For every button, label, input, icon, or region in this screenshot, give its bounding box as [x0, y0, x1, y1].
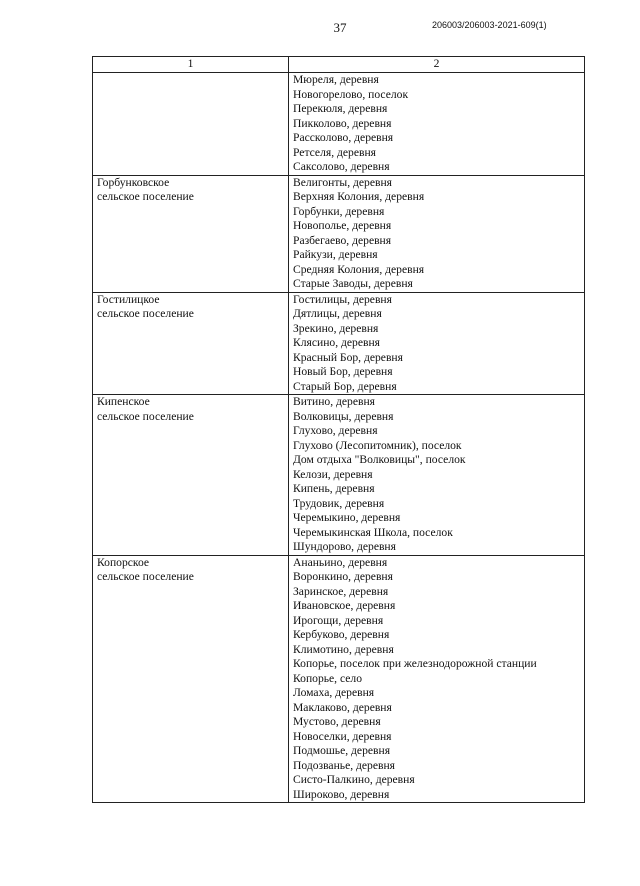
places-cell — [289, 395, 585, 556]
place-name: Красный Бор, деревня — [293, 350, 403, 364]
place-name: Ломаха, деревня — [293, 686, 375, 699]
place-name: Мюреля, деревня — [293, 73, 379, 86]
place-name: Старые Заводы, деревня — [293, 277, 413, 290]
place-name: Климотино, деревня — [293, 642, 394, 656]
table-row — [93, 73, 585, 176]
place-name: Трудовик, деревня — [293, 496, 385, 510]
place-name: Ретселя, деревня — [293, 145, 376, 159]
places-cell — [289, 175, 585, 292]
settlement-name-line: сельское поселение — [97, 570, 194, 583]
place-name: Зрекино, деревня — [293, 321, 379, 335]
place-name: Верхняя Колония, деревня — [293, 190, 425, 203]
settlement-cell — [93, 73, 289, 176]
place-name: Новоселки, деревня — [293, 729, 392, 743]
places-cell — [289, 292, 585, 395]
place-name: Копорье, поселок при железнодорожной станции — [293, 657, 537, 670]
settlement-name-line: Копорское — [97, 555, 150, 569]
place-name: Разбегаево, деревня — [293, 233, 392, 247]
place-name: Заринское, деревня — [293, 584, 389, 598]
settlement-cell — [93, 395, 289, 556]
table-row — [93, 175, 585, 292]
place-name: Пикколово, деревня — [293, 116, 392, 130]
place-name: Горбунки, деревня — [293, 204, 385, 218]
place-name: Маклаково, деревня — [293, 700, 392, 714]
place-name: Глухово (Лесопитомник), поселок — [293, 438, 462, 452]
places-cell — [289, 73, 585, 176]
settlement-name-line: Гостилицкое — [97, 292, 160, 306]
place-name: Мустово, деревня — [293, 715, 381, 728]
place-name: Средняя Колония, деревня — [293, 262, 425, 276]
place-name: Ирогощи, деревня — [293, 613, 384, 627]
place-name: Подозванье, деревня — [293, 758, 396, 772]
place-name: Старый Бор, деревня — [293, 379, 397, 393]
place-name: Глухово, деревня — [293, 424, 378, 437]
settlement-cell — [93, 555, 289, 803]
places-cell — [289, 555, 585, 803]
settlements-table — [92, 56, 585, 803]
document-id: 206003/206003-2021-609(1) — [432, 20, 547, 30]
place-name: Дятлицы, деревня — [293, 307, 382, 320]
settlement-name-line: сельское поселение — [97, 190, 194, 203]
column-header-2: 2 — [289, 57, 585, 73]
place-name: Новополье, деревня — [293, 219, 392, 232]
place-name: Новогорелово, поселок — [293, 87, 409, 101]
table-row — [93, 395, 585, 556]
place-name: Дом отдыха "Волковицы", поселок — [293, 453, 466, 466]
place-name: Саксолово, деревня — [293, 160, 390, 173]
place-name: Новый Бор, деревня — [293, 365, 393, 378]
settlement-cell — [93, 175, 289, 292]
place-name: Кербуково, деревня — [293, 628, 390, 641]
settlement-name-line: Кипенское — [97, 395, 150, 408]
page-number: 37 — [333, 20, 347, 35]
place-name: Шундорово, деревня — [293, 540, 396, 553]
place-name: Гостилицы, деревня — [293, 292, 392, 306]
place-name: Клясино, деревня — [293, 336, 380, 349]
table-body — [93, 73, 585, 803]
place-name: Подмошье, деревня — [293, 744, 391, 757]
place-name: Рассколово, деревня — [293, 131, 394, 144]
settlement-name-line: сельское поселение — [97, 307, 194, 320]
place-name: Келози, деревня — [293, 467, 373, 481]
place-name: Райкузи, деревня — [293, 248, 378, 261]
place-name: Систо-Палкино, деревня — [293, 773, 415, 786]
place-name: Кипень, деревня — [293, 482, 375, 495]
header-row — [93, 57, 585, 73]
place-name: Широково, деревня — [293, 787, 390, 801]
place-name: Ивановское, деревня — [293, 599, 396, 612]
place-name: Волковицы, деревня — [293, 409, 394, 423]
place-name: Велигонты, деревня — [293, 175, 392, 189]
settlement-cell — [93, 292, 289, 395]
place-name: Воронкино, деревня — [293, 570, 393, 583]
table-row — [93, 555, 585, 803]
place-name: Витино, деревня — [293, 395, 376, 408]
settlement-name-line: Горбунковское — [97, 175, 170, 189]
column-header-1: 1 — [93, 57, 289, 73]
settlement-name-line: сельское поселение — [97, 409, 194, 423]
place-name: Перекюля, деревня — [293, 102, 388, 115]
place-name: Ананьино, деревня — [293, 555, 388, 569]
place-name: Копорье, село — [293, 671, 362, 685]
table-row — [93, 292, 585, 395]
place-name: Черемыкино, деревня — [293, 511, 401, 524]
place-name: Черемыкинская Школа, поселок — [293, 525, 453, 539]
table-header — [93, 57, 585, 73]
